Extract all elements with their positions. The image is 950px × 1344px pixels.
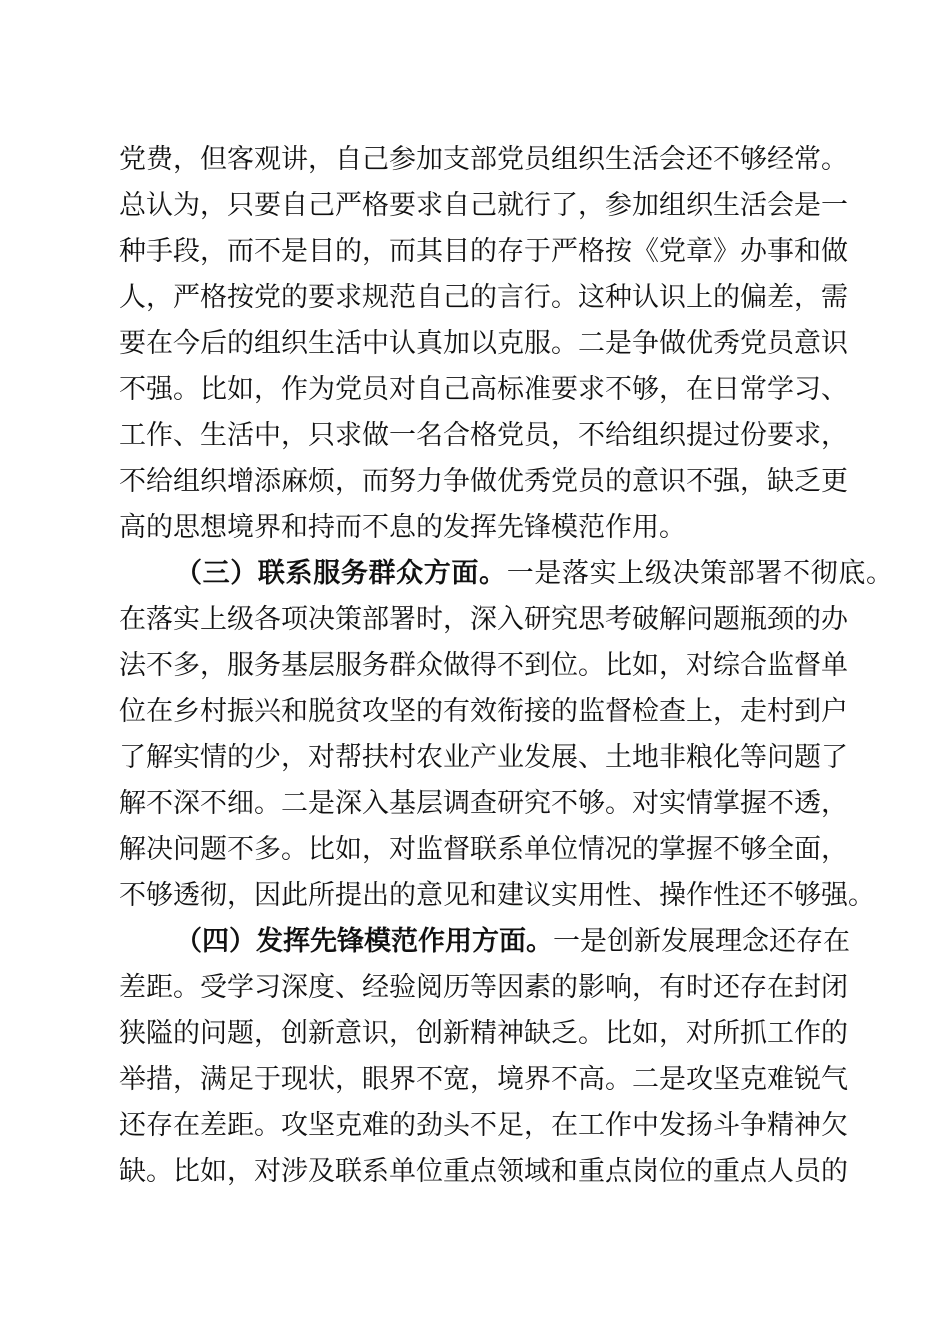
section-4-first-line-text: 一是创新发展理念还存在 (553, 926, 850, 957)
paragraph-line: 差距。受学习深度、经验阅历等因素的影响，有时还存在封闭 (119, 972, 848, 1003)
paragraph-line: 位在乡村振兴和脱贫攻坚的有效衔接的监督检查上，走村到户 (119, 696, 848, 727)
paragraph-line: 总认为，只要自己严格要求自己就行了，参加组织生活会是一 (119, 190, 848, 221)
paragraph-line: 党费，但客观讲，自己参加支部党员组织生活会还不够经常。 (119, 144, 848, 175)
section-4-heading: （四）发挥先锋模范作用方面。 (175, 926, 553, 957)
section-4-first-line (175, 919, 850, 965)
paragraph-line: 要在今后的组织生活中认真加以克服。二是争做优秀党员意识 (119, 328, 848, 359)
paragraph-line: 还存在差距。攻坚克难的劲头不足，在工作中发扬斗争精神欠 (119, 1110, 848, 1141)
paragraph-line: 缺。比如，对涉及联系单位重点领域和重点岗位的重点人员的 (119, 1156, 848, 1187)
paragraph-line: 不强。比如，作为党员对自己高标准要求不够，在日常学习、 (119, 374, 848, 405)
paragraph-line: 工作、生活中，只求做一名合格党员，不给组织提过份要求， (119, 420, 848, 451)
paragraph-line: 法不多，服务基层服务群众做得不到位。比如，对综合监督单 (119, 650, 848, 681)
section-3-first-line (175, 551, 893, 597)
paragraph-line: 不够透彻，因此所提出的意见和建议实用性、操作性还不够强。 (119, 880, 875, 911)
section-3-first-line-text: 一是落实上级决策部署不彻底。 (506, 558, 894, 589)
paragraph-line: 狭隘的问题，创新意识，创新精神缺乏。比如，对所抓工作的 (119, 1018, 848, 1049)
section-3-heading: （三）联系服务群众方面。 (175, 558, 507, 589)
paragraph-line: 高的思想境界和持而不息的发挥先锋模范作用。 (119, 512, 686, 543)
paragraph-line: 人，严格按党的要求规范自己的言行。这种认识上的偏差，需 (119, 282, 848, 313)
paragraph-line: 解不深不细。二是深入基层调查研究不够。对实情掌握不透， (119, 788, 848, 819)
paragraph-line: 了解实情的少，对帮扶村农业产业发展、土地非粮化等问题了 (119, 742, 848, 773)
paragraph-line: 解决问题不多。比如，对监督联系单位情况的掌握不够全面， (119, 834, 848, 865)
paragraph-line: 举措，满足于现状，眼界不宽，境界不高。二是攻坚克难锐气 (119, 1064, 848, 1095)
paragraph-line: 种手段，而不是目的，而其目的存于严格按《党章》办事和做 (119, 236, 848, 267)
paragraph-line: 不给组织增添麻烦，而努力争做优秀党员的意识不强，缺乏更 (119, 466, 848, 497)
paragraph-line: 在落实上级各项决策部署时，深入研究思考破解问题瓶颈的办 (119, 604, 848, 635)
